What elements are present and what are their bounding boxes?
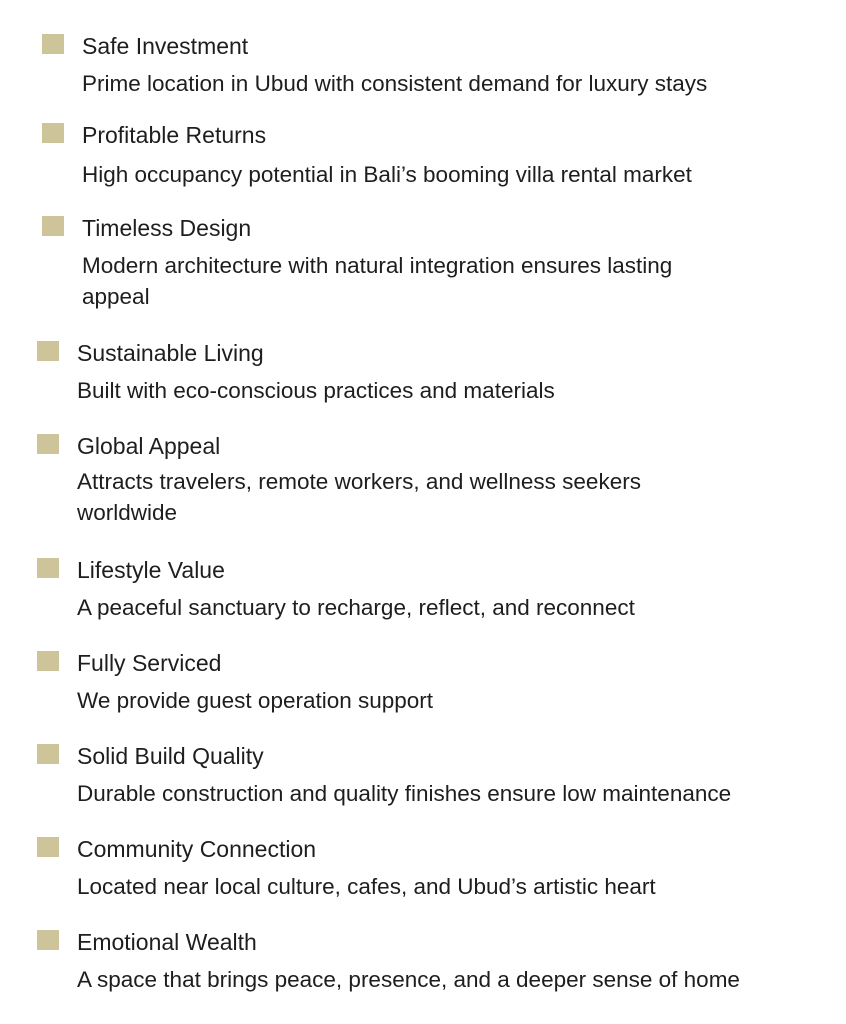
square-bullet-icon <box>37 930 59 950</box>
square-bullet-icon <box>37 558 59 578</box>
benefit-title: Timeless Design <box>82 215 252 241</box>
benefit-title: Sustainable Living <box>77 340 264 366</box>
benefit-title: Fully Serviced <box>77 650 222 676</box>
square-bullet-icon <box>42 34 64 54</box>
benefit-description: A peaceful sanctuary to recharge, reflect, and reconnect <box>77 595 635 620</box>
square-bullet-icon <box>42 216 64 236</box>
square-bullet-icon <box>37 744 59 764</box>
benefit-description: Built with eco-conscious practices and materials <box>77 378 555 403</box>
benefit-description: Attracts travelers, remote workers, and wellness seekers worldwide <box>77 469 641 525</box>
benefit-description: Prime location in Ubud with consistent demand for luxury stays <box>82 71 708 96</box>
square-bullet-icon <box>42 123 64 143</box>
square-bullet-icon <box>37 651 59 671</box>
benefit-title: Lifestyle Value <box>77 557 225 583</box>
square-bullet-icon <box>37 434 59 454</box>
benefit-description: We provide guest operation support <box>77 688 434 713</box>
benefit-description: Modern architecture with natural integration ensures lasting appeal <box>82 253 673 309</box>
benefit-description: High occupancy potential in Bali’s booming villa rental market <box>82 162 692 187</box>
square-bullet-icon <box>37 837 59 857</box>
benefit-description: A space that brings peace, presence, and a deeper sense of home <box>77 967 740 992</box>
benefit-title: Profitable Returns <box>82 122 267 148</box>
square-bullet-icon <box>37 341 59 361</box>
benefit-title: Community Connection <box>77 836 317 862</box>
benefit-description: Located near local culture, cafes, and Ubud’s artistic heart <box>77 874 656 899</box>
benefit-title: Emotional Wealth <box>77 929 257 955</box>
benefit-description: Durable construction and quality finishes ensure low maintenance <box>77 781 732 806</box>
benefit-title: Global Appeal <box>77 433 221 459</box>
benefit-title: Safe Investment <box>82 33 249 59</box>
benefit-title: Solid Build Quality <box>77 743 264 769</box>
